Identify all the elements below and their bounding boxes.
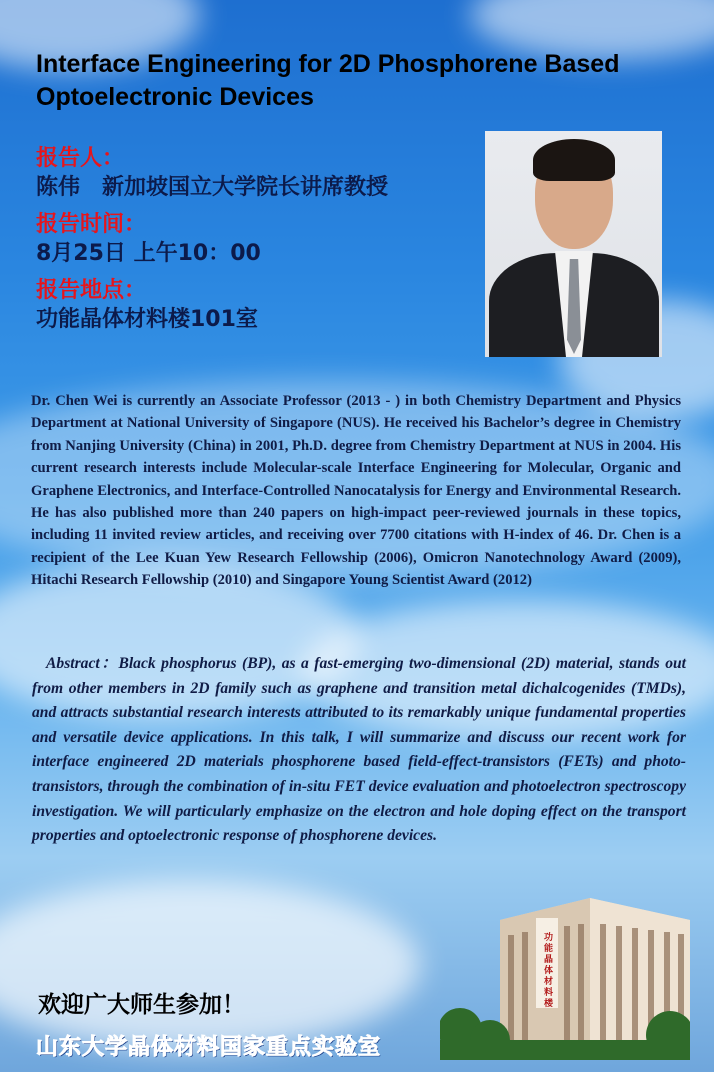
lab-name: 山东大学晶体材料国家重点实验室: [36, 1035, 382, 1060]
photo-hair: [533, 139, 615, 181]
location-label: 报告地点：: [36, 278, 147, 303]
building-illustration: [440, 880, 690, 1060]
welcome-text: 欢迎广大师生参加！: [38, 992, 245, 1018]
time-label: 报告时间：: [36, 212, 147, 237]
speaker-label: 报告人：: [36, 146, 125, 171]
talk-info: [36, 145, 476, 343]
speaker-value: 陈伟 新加坡国立大学院长讲席教授: [36, 175, 389, 200]
building-sign: 功能晶体材料楼: [542, 932, 552, 1009]
cloud: [0, 880, 420, 1050]
speaker-bio: Dr. Chen Wei is currently an Associate Professor (2013 - ) in both Chemistry Department and Physics Department at National University of Singapore (NUS). He received his Bachelor’s degree in Chemistry from Nanjing University (China) in 2001, Ph.D. degree from Chemistry Department at NUS in 2004. His current research interests include Molecular-scale Interface Engineering for Molecular, Organic and Graphene Electronics, and Interface-Controlled Nanocatalysis for Energy and Environmental Research. He has also published more than 240 papers on high-impact peer-reviewed journals in these topics, including 11 invited review articles, and receiving over 7700 citations with H-index of 46. Dr. Chen is a recipient of the Lee Kuan Yew Research Fellowship (2006), Omicron Nanotechnology Award (2009), Hitachi Research Fellowship (2010) and Singapore Young Scientist Award (2012): [31, 393, 681, 589]
time-value: 8月25日 上午10：00: [36, 241, 261, 266]
talk-title: Interface Engineering for 2D Phosphorene Based Optoelectronic Devices: [36, 50, 620, 111]
talk-abstract: Abstract：Black phosphorus (BP), as a fast-emerging two-dimensional (2D) material, stands out from other members in 2D family such as graphene and transition metal dichalcogenides (TMDs), and attracts substantial research interests attributed to its remarkably unique fundamental properties and versatile device applications. In this talk, I will summarize and discuss our recent work for interface engineered 2D materials phosphorene based field-effect-transistors (FETs) and photo-transistors, through the combination of in-situ FET device evaluation and photoelectron spectroscopy investigation. We will particularly emphasize on the electron and hole doping effect on the transport properties and optoelectronic response of phosphorene devices.: [32, 655, 686, 845]
speaker-photo: [485, 131, 662, 357]
location-value: 功能晶体材料楼101室: [36, 307, 258, 332]
